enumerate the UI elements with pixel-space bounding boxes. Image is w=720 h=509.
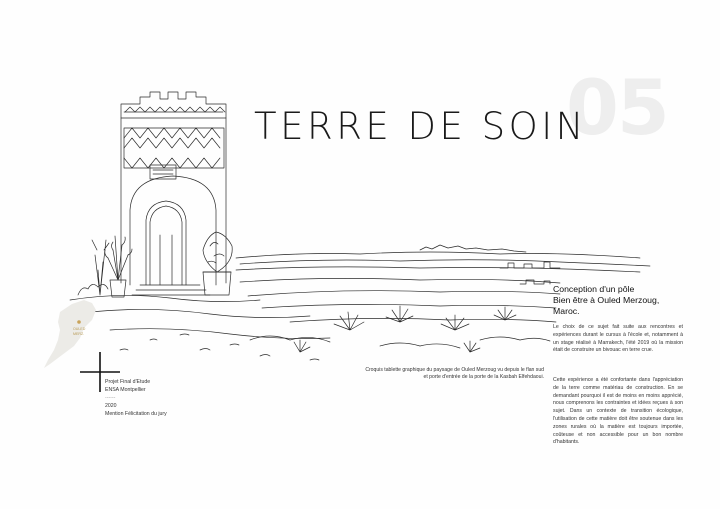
location-marker-icon — [77, 320, 81, 324]
page-title: TERRE DE SOIN — [254, 105, 587, 148]
sketch-caption — [330, 367, 544, 381]
caption-line: et porte d'entrée de la porte de la Kasbah Elfehdaoui. — [423, 374, 544, 380]
meta-line: 2020 — [105, 403, 117, 409]
heading-line: Maroc. — [553, 306, 580, 316]
caption-line: Croquis tablette graphique du paysage de Ouled Merzoug vu depuis le flan sud — [365, 367, 544, 373]
paragraph-experience: Cette expérience a été confortante dans l'appréciation de la terre comme matériau de construction. En se demandant pourquoi il est de moins en moins apprécié, nous comprenons les contraintes et idées reçues à son sujet. Dans un contexte de transition écologique, l'utilisation de cette matière doit être soutenue dans les zones rurales où la matière est toujours importée, coûteuse et non accessible pour un bon nombre d'habitants. — [553, 377, 683, 446]
section-number: 05 — [566, 63, 668, 152]
map-label-2: MERZ. — [73, 332, 85, 336]
meta-divider: ------ — [105, 395, 116, 401]
paragraph-intro: Le choix de ce sujet fait suite aux rencontres et expériences durant le cursus à l'école et, notamment à un stage réalisé à Marrakech, l'été 2019 où la mission était de construire un bivouac en terre crue. — [553, 324, 683, 354]
project-heading — [553, 284, 683, 317]
heading-line: Bien être à Ouled Merzoug, — [553, 295, 660, 305]
meta-line: Projet Final d'Etude — [105, 379, 151, 385]
meta-line: Mention Félicitation du jury — [105, 411, 167, 417]
heading-line: Conception d'un pôle — [553, 284, 635, 294]
project-meta — [105, 378, 215, 418]
morocco-map — [44, 300, 96, 368]
map-label-1: OULED — [73, 327, 86, 331]
meta-line: ENSA Montpellier — [105, 387, 146, 393]
